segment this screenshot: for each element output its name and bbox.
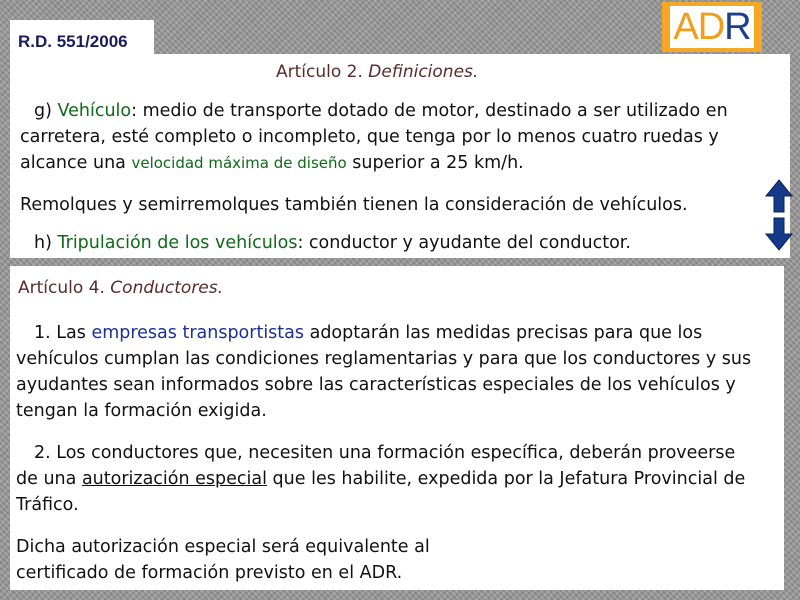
remolques-note: Remolques y semirremolques también tienen la consideración de vehículos.	[20, 195, 688, 215]
article-2-title	[276, 62, 478, 82]
down-arrow-icon[interactable]	[764, 216, 794, 252]
definition-h: h) Tripulación de los vehículos: conductor y ayudante del conductor.	[34, 233, 631, 253]
article-4-title	[18, 278, 223, 298]
article-4-panel	[10, 266, 784, 590]
term-vehiculo: Vehículo	[57, 101, 132, 121]
article-4-paragraph-3: Dicha autorización especial será equivalente al certificado de formación previsto en el ADR.	[16, 537, 430, 583]
article-4-paragraph-2: 2. Los conductores que, necesiten una formación específica, deberán proveerse de una autorización especial que les habilite, expedida por la Jefatura Provincial de Tráfico.	[16, 443, 746, 515]
term-autorizacion-especial: autorización especial	[81, 469, 267, 489]
article-2-panel	[10, 54, 790, 258]
adr-logo	[662, 2, 762, 52]
article-2-number: Artículo 2.	[276, 62, 363, 82]
logo-text-r: R	[724, 5, 751, 48]
article-4-number: Artículo 4.	[18, 278, 105, 298]
article-2-name: Definiciones.	[368, 62, 479, 82]
regulation-label: R.D. 551/2006	[10, 20, 154, 54]
term-empresas-transportistas: empresas transportistas	[91, 323, 305, 343]
logo-text-ad: AD	[673, 5, 725, 48]
article-4-paragraph-1: 1. Las empresas transportistas adoptarán las medidas precisas para que los vehículos cumplan las condiciones reglamentarias y para que los conductores y sus ayudantes sean informados sobre las características especiales de los vehículos y tengan la formación exigida.	[16, 323, 752, 421]
article-4-name: Conductores.	[110, 278, 224, 298]
up-arrow-icon[interactable]	[764, 178, 794, 214]
definition-g: g) Vehículo: medio de transporte dotado de motor, destinado a ser utilizado en carretera, esté completo o incompleto, que tenga por lo menos cuatro ruedas y alcance una velocidad máxima de diseño superior a 25 km/h.	[20, 101, 728, 173]
term-velocidad: velocidad máxima de diseño	[131, 154, 347, 172]
term-tripulacion: Tripulación de los vehículos	[57, 233, 298, 253]
